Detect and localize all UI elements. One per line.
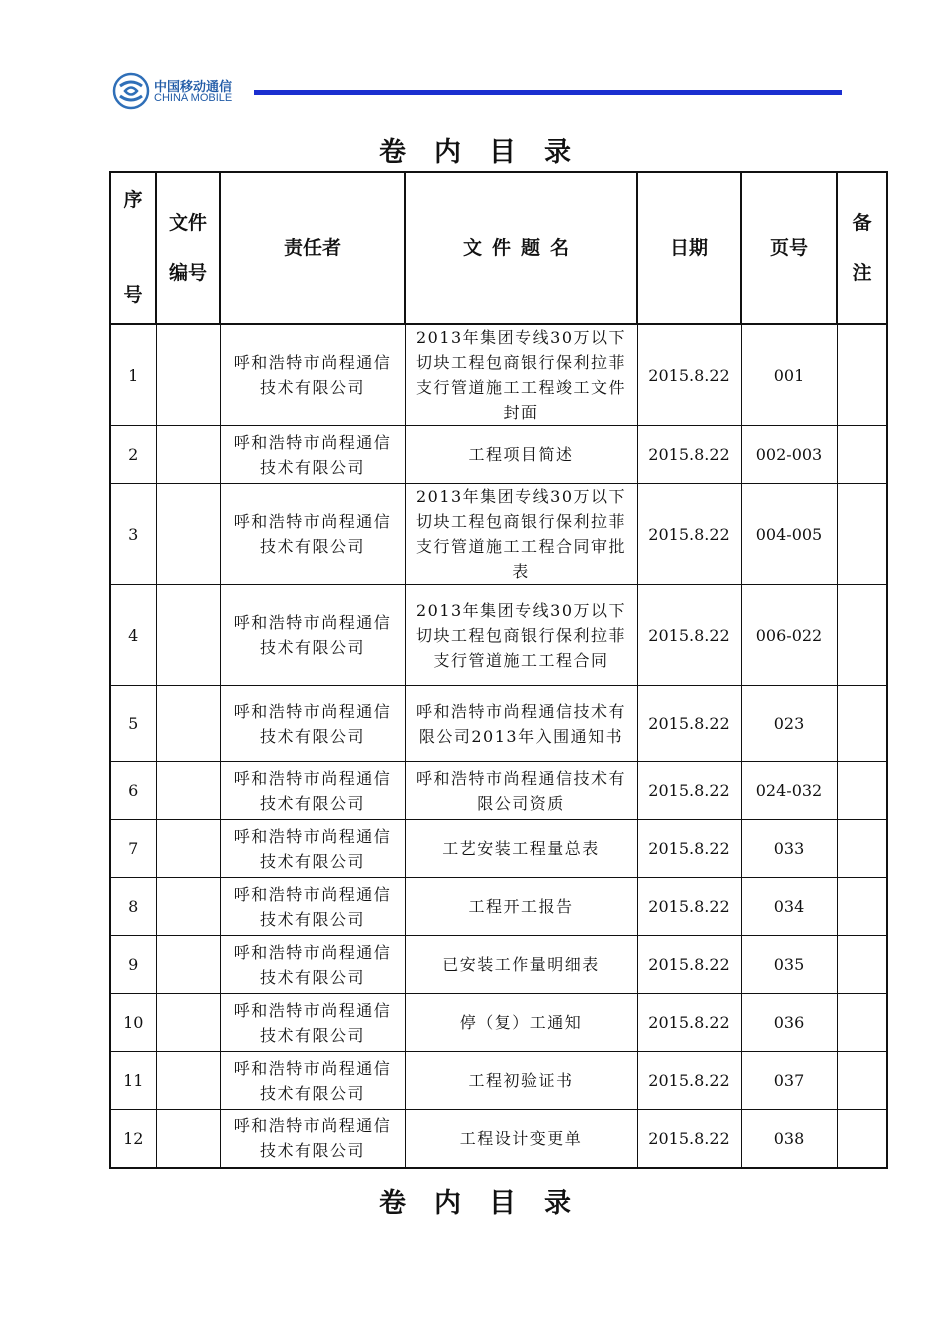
cell-page-number: 004-005	[741, 484, 837, 585]
cell-seq: 2	[110, 426, 156, 484]
header-divider	[254, 90, 842, 95]
cell-remark	[837, 878, 887, 936]
table-row	[110, 994, 887, 1052]
cell-file-number	[156, 820, 220, 878]
cell-document-title: 工程项目简述	[405, 426, 637, 484]
cell-file-number	[156, 324, 220, 426]
cell-responsible: 呼和浩特市尚程通信技术有限公司	[220, 878, 405, 936]
table-row	[110, 1110, 887, 1168]
cell-file-number	[156, 878, 220, 936]
cell-page-number: 034	[741, 878, 837, 936]
table-row	[110, 878, 887, 936]
cell-remark	[837, 324, 887, 426]
cell-remark	[837, 1052, 887, 1110]
cell-seq: 4	[110, 585, 156, 686]
cell-file-number	[156, 994, 220, 1052]
cell-date: 2015.8.22	[637, 878, 741, 936]
cell-responsible: 呼和浩特市尚程通信技术有限公司	[220, 994, 405, 1052]
cell-remark	[837, 994, 887, 1052]
page-header	[112, 72, 842, 112]
table-row	[110, 820, 887, 878]
cell-file-number	[156, 686, 220, 762]
header-file-number-line2: 编号	[168, 262, 207, 284]
cell-page-number: 035	[741, 936, 837, 994]
cell-page-number: 006-022	[741, 585, 837, 686]
cell-responsible: 呼和浩特市尚程通信技术有限公司	[220, 686, 405, 762]
table-row	[110, 686, 887, 762]
cell-responsible: 呼和浩特市尚程通信技术有限公司	[220, 484, 405, 585]
cell-date: 2015.8.22	[637, 324, 741, 426]
cell-date: 2015.8.22	[637, 994, 741, 1052]
cell-page-number: 024-032	[741, 762, 837, 820]
header-responsible: 责任者	[220, 172, 405, 324]
cell-page-number: 037	[741, 1052, 837, 1110]
table-row	[110, 1052, 887, 1110]
cell-date: 2015.8.22	[637, 936, 741, 994]
cell-date: 2015.8.22	[637, 426, 741, 484]
cell-responsible: 呼和浩特市尚程通信技术有限公司	[220, 585, 405, 686]
cell-page-number: 023	[741, 686, 837, 762]
cell-responsible: 呼和浩特市尚程通信技术有限公司	[220, 1110, 405, 1168]
cell-responsible: 呼和浩特市尚程通信技术有限公司	[220, 820, 405, 878]
cell-file-number	[156, 1110, 220, 1168]
cell-date: 2015.8.22	[637, 585, 741, 686]
cell-remark	[837, 585, 887, 686]
cell-remark	[837, 762, 887, 820]
header-seq-bottom: 号	[123, 284, 143, 306]
cell-date: 2015.8.22	[637, 762, 741, 820]
header-seq-top: 序	[123, 189, 143, 211]
header-remark-line2: 注	[852, 262, 872, 284]
header-file-number	[156, 172, 220, 324]
cell-seq: 3	[110, 484, 156, 585]
header-page-number: 页号	[741, 172, 837, 324]
cell-date: 2015.8.22	[637, 484, 741, 585]
cell-document-title: 已安装工作量明细表	[405, 936, 637, 994]
cell-remark	[837, 1110, 887, 1168]
cell-date: 2015.8.22	[637, 686, 741, 762]
brand-name-english: CHINA MOBILE	[154, 92, 233, 104]
cell-document-title: 工程初验证书	[405, 1052, 637, 1110]
cell-seq: 8	[110, 878, 156, 936]
cell-remark	[837, 426, 887, 484]
header-remark-line1: 备	[852, 212, 872, 234]
table-row	[110, 426, 887, 484]
cell-seq: 7	[110, 820, 156, 878]
cell-remark	[837, 686, 887, 762]
table-header-row	[110, 172, 887, 324]
cell-seq: 6	[110, 762, 156, 820]
cell-responsible: 呼和浩特市尚程通信技术有限公司	[220, 936, 405, 994]
cell-document-title: 工艺安装工程量总表	[405, 820, 637, 878]
cell-document-title: 2013年集团专线30万以下切块工程包商银行保利拉菲支行管道施工工程竣工文件封面	[405, 324, 637, 426]
cell-page-number: 001	[741, 324, 837, 426]
cell-seq: 10	[110, 994, 156, 1052]
cell-file-number	[156, 936, 220, 994]
page-title-repeat: 卷内目录	[379, 1188, 599, 1219]
header-document-title: 文件题名	[405, 172, 637, 324]
cell-document-title: 呼和浩特市尚程通信技术有限公司资质	[405, 762, 637, 820]
cell-page-number: 038	[741, 1110, 837, 1168]
cell-file-number	[156, 426, 220, 484]
cell-remark	[837, 936, 887, 994]
page-title: 卷内目录	[379, 137, 599, 168]
china-mobile-logo-icon	[112, 72, 150, 110]
cell-page-number: 033	[741, 820, 837, 878]
cell-document-title: 停（复）工通知	[405, 994, 637, 1052]
cell-seq: 9	[110, 936, 156, 994]
cell-file-number	[156, 762, 220, 820]
header-file-number-line1: 文件	[168, 212, 207, 234]
cell-date: 2015.8.22	[637, 1110, 741, 1168]
cell-page-number: 036	[741, 994, 837, 1052]
cell-document-title: 工程开工报告	[405, 878, 637, 936]
cell-document-title: 工程设计变更单	[405, 1110, 637, 1168]
cell-date: 2015.8.22	[637, 820, 741, 878]
cell-seq: 12	[110, 1110, 156, 1168]
header-seq	[110, 172, 156, 324]
cell-date: 2015.8.22	[637, 1052, 741, 1110]
cell-file-number	[156, 585, 220, 686]
catalog-table	[109, 171, 888, 1169]
table-row	[110, 762, 887, 820]
cell-document-title: 2013年集团专线30万以下切块工程包商银行保利拉菲支行管道施工工程合同审批表	[405, 484, 637, 585]
cell-file-number	[156, 1052, 220, 1110]
header-remark	[837, 172, 887, 324]
cell-document-title: 呼和浩特市尚程通信技术有限公司2013年入围通知书	[405, 686, 637, 762]
table-row	[110, 324, 887, 426]
cell-responsible: 呼和浩特市尚程通信技术有限公司	[220, 1052, 405, 1110]
cell-remark	[837, 484, 887, 585]
cell-seq: 11	[110, 1052, 156, 1110]
cell-seq: 1	[110, 324, 156, 426]
table-row	[110, 585, 887, 686]
table-row	[110, 936, 887, 994]
brand-name-chinese: 中国移动通信	[154, 80, 233, 95]
cell-responsible: 呼和浩特市尚程通信技术有限公司	[220, 426, 405, 484]
cell-file-number	[156, 484, 220, 585]
cell-responsible: 呼和浩特市尚程通信技术有限公司	[220, 324, 405, 426]
header-date: 日期	[637, 172, 741, 324]
cell-remark	[837, 820, 887, 878]
table-row	[110, 484, 887, 585]
cell-responsible: 呼和浩特市尚程通信技术有限公司	[220, 762, 405, 820]
cell-seq: 5	[110, 686, 156, 762]
cell-page-number: 002-003	[741, 426, 837, 484]
cell-document-title: 2013年集团专线30万以下切块工程包商银行保利拉菲支行管道施工工程合同	[405, 585, 637, 686]
